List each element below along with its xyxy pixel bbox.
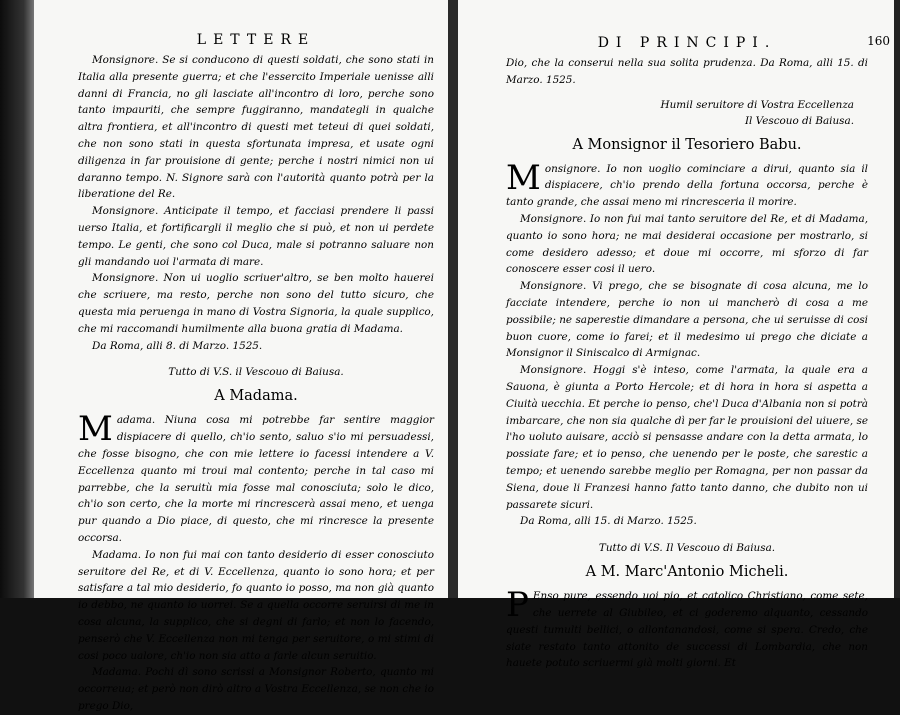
book-gutter	[448, 0, 458, 598]
left-page	[34, 0, 448, 712]
dateline: Da Roma, alli 8. di Marzo. 1525.	[92, 339, 263, 352]
signature-line: Humil seruitore di Vostra Eccellenza	[660, 98, 854, 111]
signoff: Tutto di V.S. Il Vescouo di Baiusa.	[598, 542, 776, 555]
signature-line: Il Vescouo di Baiusa.	[744, 114, 854, 127]
scan-left-edge	[0, 0, 34, 598]
paragraph-text: onsignore. Io non uoglio cominciare a dirui, quanto sia il dispiacere, ch'io prendo della fortuna occorsa, perche è tanto grande, che assai meno mi rincresceria il morire.	[506, 162, 868, 209]
letter-paragraph: Monsignore. Vi prego, che se bisognate di cosa alcuna, me lo facciate intendere, perche io non ui mancherò di cosa a me possibile; ne saperestie dimandare a persona, che ui seruisse di cosi buon cuore, come io farei; et il medesimo ui prego che diciate a Monsignor il Siniscalco di Armignac.	[506, 280, 868, 360]
drop-cap: P	[506, 585, 529, 626]
running-head: LETTERE	[196, 32, 316, 48]
drop-cap: M	[506, 157, 541, 198]
letter-paragraph: Monsignore. Se si conducono di questi soldati, che sono stati in Italia alla presente guerra; et che l'essercito Imperiale uenisse alli danni di Francia, no gli lasciate all'incontro di loro, perche sono tanto impauriti, che sempre fuggiranno, mandategli in qualche altra frontiera, et all'incontro di questi met teteui di quei soldati, che non sono stati in questa sfortunata impresa, et usate ogni diligenza in far prouisione di gente; perche i nostri nimici non ui daranno tempo. N. Signore sarà con l'autorità quanto potrà per la liberatione del Re.	[78, 54, 434, 201]
letter-paragraph: Monsignore. Non ui uoglio scriuer'altro, se ben molto hauerei che scriuere, ma resto, perche non sono del tutto sicuro, che questa mia peruenga in mano di Vostra Signoria, la quale supplico, che mi raccomandi humilmente alla buona gratia di Madama.	[78, 272, 434, 335]
scan-right-edge	[894, 0, 900, 598]
paragraph-text: adama. Niuna cosa mi potrebbe far sentire maggior dispiacere di quello, ch'io sento, saluo s'io mi persuadessi, che fosse bisogno, che con mie lettere io facessi intendere a V. Eccellenza quanto mi troui mal contento; perche in tal caso mi parrebbe, che la seruitù mia fosse mal conosciuta; solo le dico, ch'io son certo, che la morte mi rincrescerà assai meno, et uenga pur quando a Dio piace, di questo, che mi rincresce la presente occorsa.	[78, 414, 434, 544]
drop-cap: M	[78, 409, 113, 450]
page-number: 160	[867, 34, 890, 48]
letter-heading: A Monsignor il Tesoriero Babu.	[572, 136, 802, 153]
letter-paragraph: Madama. Io non fui mai con tanto desiderio di esser conosciuto seruitore del Re, et di V. Eccellenza, quanto io sono hora; et per satisfare a tal mio desiderio, fo quanto io posso, ma non già quanto io debbo, ne quanto io uorrei. Se a quella occorre seruirsi di me in cosa alcuna, la supplico, che si degni di farlo; et non lo facendo, penserò che V. Eccellenza non mi tenga per seruitore, o mi stimi di cosi poco ualore, ch'io non sia atto a farle alcun seruitio.	[78, 548, 434, 662]
running-head	[506, 34, 890, 51]
letter-paragraph	[78, 409, 434, 546]
paragraph-text: Enso pure, essendo uoi pio, et catolico Christiano, come sete, che uerrete al Giubileo, et ci goderemo alquanto, cessando questi tumulti bellici, o allontanandosi, come si spera. Credo, che siate restato tanto attonito de successi di Lombardia, che non hauete potuto scriuermi già molti giorni. Et	[506, 590, 868, 670]
letter-heading: A Madama.	[214, 388, 298, 405]
letter-heading: A M. Marc'Antonio Micheli.	[585, 564, 789, 581]
running-head-text: DI PRINCIPI.	[597, 35, 777, 51]
dateline: Da Roma, alli 15. di Marzo. 1525.	[520, 515, 697, 528]
letter-paragraph: Monsignore. Hoggi s'è inteso, come l'armata, la quale era a Sauona, è giunta a Porto Hercole; et di hora in hora si aspetta a Ciuità uecchia. Et perche io penso, che'l Duca d'Albania non si potrà imbarcare, che non sia qualche dì per far le prouisioni del uiuere, se l'ho uoluto auisare, acciò si pensasse andare con la detta armata, lo possiate fare; et io penso, che uenendo per le poste, che sarestic a tempo; et uenendo sarebbe meglio per Romagna, per non passar da Siena, doue li Franzesi hanno fatto tanto danno, che dubito non ui passarete sicuri.	[506, 364, 868, 511]
right-page	[458, 0, 900, 670]
letter-paragraph: Monsignore. Anticipate il tempo, et facciasi prendere li passi uerso Italia, et fortificargli il meglio che si può, et non ui perdete tempo. Le genti, che sono col Duca, male si potranno saluare non gli mandando uoi l'armata di mare.	[78, 205, 434, 268]
letter-paragraph	[506, 585, 868, 672]
letter-paragraph: Monsignore. Io non fui mai tanto seruitore del Re, et di Madama, quanto io sono hora; ne mai desiderai occasione per mostrarlo, si come desidero adesso; et doue mi occorre, mi sforzo di far conoscere esser cosi il uero.	[506, 212, 868, 276]
letter-paragraph	[506, 157, 868, 211]
letter-paragraph: Dio, che la conserui nella sua solita prudenza. Da Roma, alli 15. di Marzo. 1525.	[506, 57, 868, 86]
letter-paragraph: Madama. Pochi dì sono scrissi a Monsignor Roberto, quanto mi occorreua; et però non dirò altro a Vostra Eccellenza, se non che io prego Dio,	[78, 666, 434, 712]
signoff: Tutto di V.S. il Vescouo di Baiusa.	[168, 366, 344, 379]
